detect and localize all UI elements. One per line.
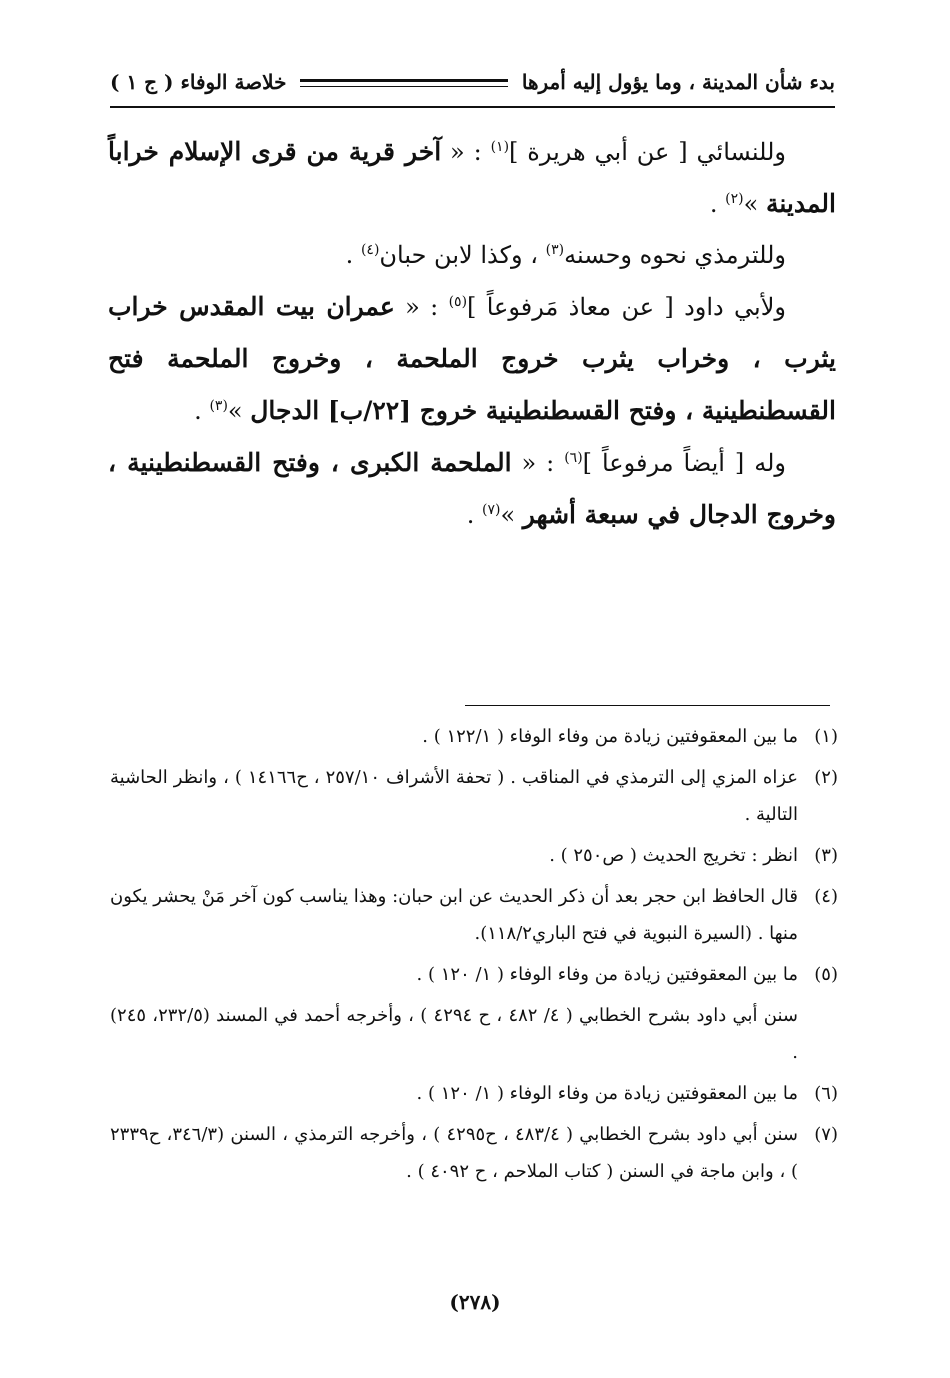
footnote bbox=[110, 1116, 838, 1190]
paragraph-2 bbox=[108, 230, 836, 281]
paragraph-1 bbox=[108, 126, 836, 230]
footnote-number: (١) bbox=[814, 726, 838, 747]
footnote-number: (٧) bbox=[814, 1124, 838, 1145]
footnote bbox=[110, 759, 838, 833]
text: ولأبي داود [ عن معاذ مَرفوعاً ] bbox=[467, 293, 787, 321]
footnote-number: (٦) bbox=[814, 1083, 838, 1104]
footnote bbox=[110, 878, 838, 952]
text: . bbox=[194, 397, 210, 425]
footnotes bbox=[110, 718, 838, 1194]
hadith-quote: الملحمة الكبرى ، وفتح القسطنطينية ، وخروج الدجال في سبعة أشهر bbox=[108, 448, 836, 529]
text: وللترمذي نحوه وحسنه bbox=[564, 241, 786, 269]
footnote-number: (٢) bbox=[814, 767, 838, 788]
paragraph-4 bbox=[108, 437, 836, 541]
text: . bbox=[345, 241, 361, 269]
footnote-text: قال الحافظ ابن حجر بعد أن ذكر الحديث عن ابن حبان: وهذا يناسب كون آخر مَنْ يحشر يكون منها . (السيرة النبوية في فتح الباري١١٨/٢). bbox=[110, 886, 798, 944]
footnote-ref[interactable]: (٦) bbox=[564, 450, 583, 466]
text: : « bbox=[394, 293, 449, 321]
footnote-text: ما بين المعقوفتين زيادة من وفاء الوفاء ( ١٢٢/١ ) . bbox=[422, 726, 798, 747]
chapter-title: بدء شأن المدينة ، وما يؤول إليه أمرها bbox=[521, 70, 835, 94]
footnote-ref[interactable]: (٣) bbox=[209, 398, 228, 414]
hadith-quote: عمران بيت المقدس خراب يثرب ، وخراب يثرب خروج الملحمة ، وخروج الملحمة فتح القسطنطينية ، وفتح القسطنطينية خروج [٢٢/ب] الدجال bbox=[108, 292, 836, 425]
footnote-ref[interactable]: (١) bbox=[490, 139, 510, 155]
text: . bbox=[709, 190, 726, 218]
text: وللنسائي [ عن أبي هريرة ] bbox=[509, 138, 787, 166]
header-underline bbox=[110, 106, 835, 108]
footnote-text: عزاه المزي إلى الترمذي في المناقب . ( تحفة الأشراف ٢٥٧/١٠ ، ح١٤١٦٦ ) ، وانظر الحاشية التالية . bbox=[110, 767, 799, 825]
text: » bbox=[500, 501, 523, 529]
header-double-rule bbox=[300, 79, 507, 87]
footnote-ref[interactable]: (٤) bbox=[360, 242, 380, 258]
footnote-number: (٣) bbox=[814, 845, 838, 866]
footnote bbox=[110, 956, 838, 993]
footnote-text: سنن أبي داود بشرح الخطابي ( ٤٨٣/٤ ، ح٤٢٩٥ ) ، وأخرجه الترمذي ، السنن (٣٤٦/٣، ح٢٣٣٩ ) ، وابن ماجة في السنن ( كتاب الملاحم ، ح ٤٠٩٢ ) . bbox=[110, 1124, 799, 1182]
text: » bbox=[743, 190, 766, 218]
footnote-ref[interactable]: (٥) bbox=[448, 294, 468, 310]
footnote-text: سنن أبي داود بشرح الخطابي ( ٤/ ٤٨٢ ، ح ٤٢٩٤ ) ، وأخرجه أحمد في المسند (٢٣٢/٥، ٢٤٥) . bbox=[110, 1005, 799, 1063]
footnote-ref[interactable]: (٧) bbox=[481, 502, 501, 518]
footnote-number: (٥) bbox=[814, 964, 838, 985]
text: . bbox=[466, 501, 482, 529]
footnote-text: ما بين المعقوفتين زيادة من وفاء الوفاء ( ١/ ١٢٠ ) . bbox=[416, 964, 798, 985]
page-number: (٢٧٨) bbox=[449, 1290, 501, 1314]
footnote-text: انظر : تخريج الحديث ( ص٢٥٠ ) . bbox=[549, 845, 798, 866]
running-header bbox=[110, 60, 835, 104]
paragraph-3 bbox=[108, 281, 836, 437]
footnote-text: ما بين المعقوفتين زيادة من وفاء الوفاء ( ١/ ١٢٠ ) . bbox=[416, 1083, 798, 1104]
footnote-separator bbox=[465, 705, 830, 706]
text: » bbox=[227, 397, 251, 425]
book-title: خلاصة الوفاء ( ج ١ ) bbox=[110, 70, 287, 94]
text: : « bbox=[511, 449, 565, 477]
main-text bbox=[108, 126, 836, 541]
text: ، وكذا لابن حبان bbox=[379, 241, 546, 269]
text: وله [ أيضاً مرفوعاً ] bbox=[582, 449, 786, 477]
footnote bbox=[110, 1075, 838, 1112]
footnote-number: (٤) bbox=[814, 886, 838, 907]
footnote bbox=[110, 837, 838, 874]
footnote-continuation bbox=[110, 997, 838, 1071]
footnote bbox=[110, 718, 838, 755]
text: : « bbox=[441, 138, 491, 166]
footnote-ref[interactable]: (٢) bbox=[725, 191, 744, 207]
hadith-quote: آخر قرية من قرى الإسلام خراباً المدينة bbox=[108, 137, 836, 218]
footnote-ref[interactable]: (٣) bbox=[545, 242, 565, 258]
